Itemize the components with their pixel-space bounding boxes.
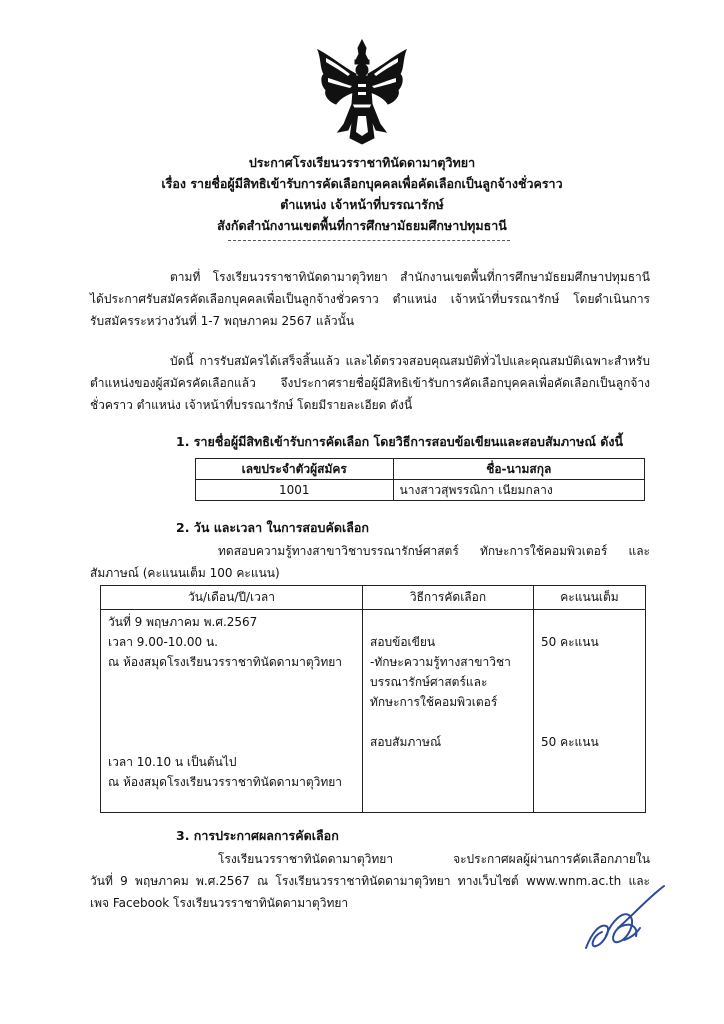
intro-p1-line3: รับสมัครระหว่างวันที่ 1-7 พฤษภาคม 2567 แล้วนั้น — [90, 314, 355, 328]
schedule-score-cell — [534, 610, 646, 813]
table-row — [196, 480, 645, 501]
header-divider — [228, 240, 510, 241]
table-header-row — [101, 586, 646, 610]
section2-description — [90, 540, 650, 584]
column-header-method: วิธีการคัดเลือก — [363, 586, 534, 610]
table-header-row — [196, 459, 645, 480]
section3-line2: วันที่ 9 พฤษภาคม พ.ศ.2567 ณ โรงเรียนวรราชาทินัดดามาตุวิทยา ทางเว็บไซต์ www.wnm.ac.th และ — [90, 874, 650, 888]
intro-p2-line1: บัดนี้ การรับสมัครได้เสร็จสิ้นแล้ว และได้ตรวจสอบคุณสมบัติทั่วไปและคุณสมบัติเฉพาะสำหรับ — [170, 354, 650, 368]
column-header-datetime: วัน/เดือน/ปี/เวลา — [101, 586, 363, 610]
column-header-applicant-id: เลขประจำตัวผู้สมัคร — [196, 459, 394, 480]
method-written-detail-2: บรรณารักษ์ศาสตร์และ — [370, 675, 488, 689]
position-title: ตำแหน่ง เจ้าหน้าที่บรรณารักษ์ — [280, 197, 444, 212]
intro-paragraph-1 — [90, 266, 650, 332]
exam-date: วันที่ 9 พฤษภาคม พ.ศ.2567 — [108, 615, 258, 629]
applicant-id-cell: 1001 — [196, 480, 394, 501]
intro-p2-line2: ตำแหน่งของผู้สมัครคัดเลือกแล้ว จึงประกาศรายชื่อผู้มีสิทธิเข้ารับการคัดเลือกบุคคลเพื่อคัดเลือกเป็นลูกจ้าง — [90, 376, 650, 390]
applicant-name-cell: นางสาวสุพรรณิกา เนียมกลาง — [393, 480, 644, 501]
signature-icon — [578, 880, 668, 960]
method-written-detail-3: ทักษะการใช้คอมพิวเตอร์ — [370, 695, 498, 709]
candidate-table — [195, 458, 645, 501]
section3-line1: โรงเรียนวรราชาทินัดดามาตุวิทยา จะประกาศผลผู้ผ่านการคัดเลือกภายใน — [218, 852, 650, 866]
schedule-datetime-cell — [101, 610, 363, 813]
written-exam-place: ณ ห้องสมุดโรงเรียนวรราชาทินัดดามาตุวิทยา — [108, 655, 343, 669]
office-affiliation: สังกัดสำนักงานเขตพื้นที่การศึกษามัธยมศึกษาปทุมธานี — [217, 218, 507, 233]
announcement-subject: เรื่อง รายชื่อผู้มีสิทธิเข้ารับการคัดเลือกบุคคลเพื่อคัดเลือกเป็นลูกจ้างชั่วคราว — [161, 176, 563, 191]
method-interview: สอบสัมภาษณ์ — [370, 735, 442, 749]
section2-desc-line2: สัมภาษณ์ (คะแนนเต็ม 100 คะแนน) — [90, 566, 280, 580]
section3-line3: เพจ Facebook โรงเรียนวรราชาทินัดดามาตุวิทยา — [90, 896, 349, 910]
method-written-detail-1: -ทักษะความรู้ทางสาขาวิชา — [370, 655, 511, 669]
column-header-full-score: คะแนนเต็ม — [534, 586, 646, 610]
section2-desc-line1: ทดสอบความรู้ทางสาขาวิชาบรรณารักษ์ศาสตร์ ทักษะการใช้คอมพิวเตอร์ และ — [218, 544, 650, 558]
section1-heading: 1. รายชื่อผู้มีสิทธิเข้ารับการคัดเลือก โดยวิธีการสอบข้อเขียนและสอบสัมภาษณ์ ดังนี้ — [176, 434, 624, 449]
score-written: 50 คะแนน — [541, 635, 599, 649]
announcement-title: ประกาศโรงเรียนวรราชาทินัดดามาตุวิทยา — [248, 155, 476, 170]
intro-p1-line2: ได้ประกาศรับสมัครคัดเลือกบุคคลเพื่อเป็นลูกจ้างชั่วคราว ตำแหน่ง เจ้าหน้าที่บรรณารักษ์ โดยดำเนินการ — [90, 292, 650, 306]
table-row — [101, 610, 646, 813]
intro-p2-line3: ชั่วคราว ตำแหน่ง เจ้าหน้าที่บรรณารักษ์ โดยมีรายละเอียด ดังนี้ — [90, 398, 413, 412]
section3-body — [90, 848, 650, 914]
column-header-full-name: ชื่อ-นามสกุล — [393, 459, 644, 480]
intro-paragraph-2 — [90, 350, 650, 416]
section3-heading: 3. การประกาศผลการคัดเลือก — [176, 828, 339, 843]
garuda-emblem-icon — [314, 38, 410, 146]
score-interview: 50 คะแนน — [541, 735, 599, 749]
schedule-table — [100, 585, 646, 813]
written-exam-time: เวลา 9.00-10.00 น. — [108, 635, 218, 649]
method-written: สอบข้อเขียน — [370, 635, 436, 649]
interview-place: ณ ห้องสมุดโรงเรียนวรราชาทินัดดามาตุวิทยา — [108, 775, 343, 789]
intro-p1-line1: ตามที่ โรงเรียนวรราชาทินัดดามาตุวิทยา สำนักงานเขตพื้นที่การศึกษามัธยมศึกษาปทุมธานี — [170, 270, 650, 284]
schedule-method-cell — [363, 610, 534, 813]
interview-time: เวลา 10.10 น เป็นต้นไป — [108, 755, 237, 769]
section2-heading: 2. วัน และเวลา ในการสอบคัดเลือก — [176, 520, 369, 535]
